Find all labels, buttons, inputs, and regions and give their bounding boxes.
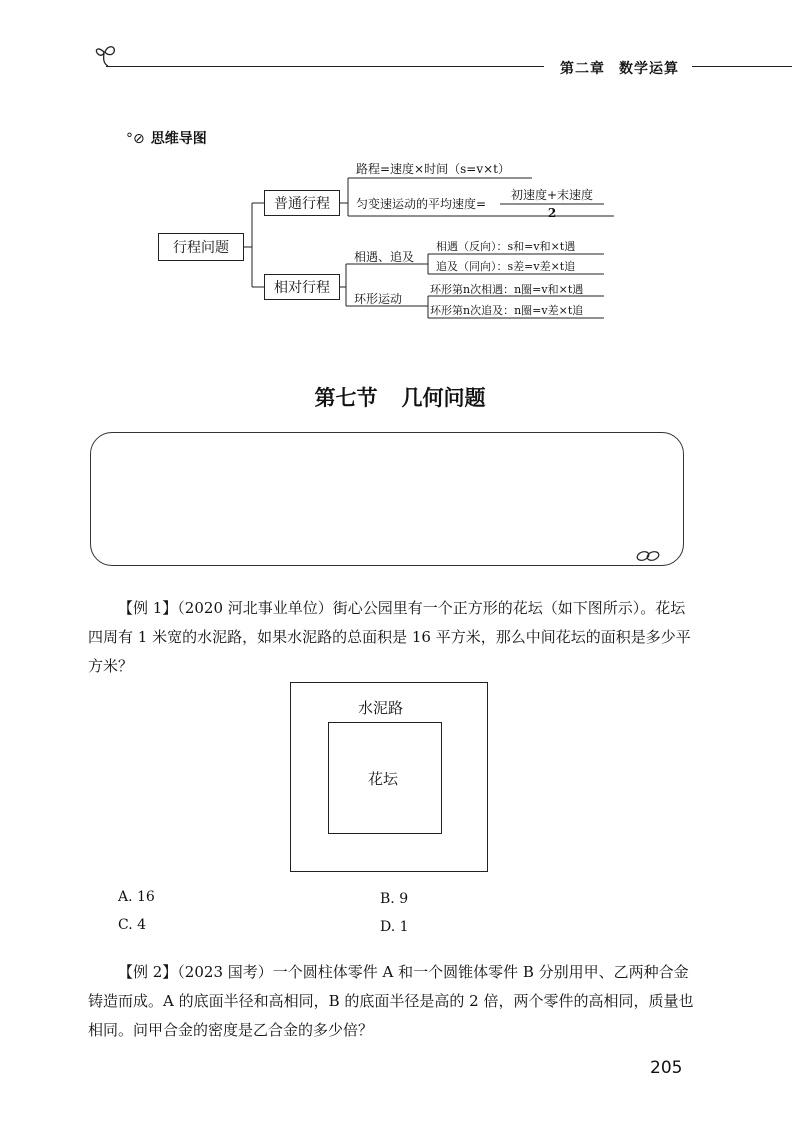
page-number: 205 (650, 1058, 683, 1078)
mindmap-branch-relative-label: 相对行程 (274, 280, 330, 296)
formula-ring-chase: 环形第n次追及：n圈=v差×t追 (430, 304, 584, 317)
section-label: 第七节 (314, 386, 378, 410)
example2-text: 【例 2】（2023 国考）一个圆柱体零件 A 和一个圆锥体零件 B 分别用甲、乙两种合金铸造而成。A 的底面半径和高相同，B 的底面半径是高的 2 倍，两个零件的高相同，质量也相同。问甲合金的密度是乙合金的多少倍？ (88, 963, 694, 1039)
sub-ring: 环形运动 (354, 292, 403, 306)
option-b: B. 9 (380, 891, 409, 907)
formula-numerator: 初速度+末速度 (510, 188, 594, 202)
sprout-icon-small (636, 548, 660, 567)
example1-text: 【例 1】（2020 河北事业单位）街心公园里有一个正方形的花坛（如下图所示）。花坛四周有 1 米宽的水泥路，如果水泥路的总面积是 16 平方米，那么中间花坛的面积是多少平方米？ (88, 599, 691, 675)
outer-label: 水泥路 (358, 699, 404, 717)
formula-ring-meet: 环形第n次相遇：n圈=v和×t遇 (430, 283, 584, 296)
formula-average-speed: 匀变速运动的平均速度= (356, 197, 487, 211)
mindmap-branch-relative (264, 274, 340, 300)
formula-denominator: 2 (547, 206, 557, 220)
section-name: 几何问题 (401, 386, 486, 410)
header-chapter-title: 数学运算 (619, 61, 679, 77)
formula-meet: 相遇（反向）：s和=v和×t遇 (436, 240, 576, 253)
mindmap-root (158, 233, 244, 261)
option-d: D. 1 (380, 919, 409, 935)
mindmap-heading-text: 思维导图 (150, 131, 207, 147)
sub-meet-chase: 相遇、追及 (354, 250, 415, 264)
mindmap-root-label: 行程问题 (173, 240, 229, 256)
notes-box (90, 432, 684, 566)
option-a: A. 16 (118, 889, 155, 905)
formula-distance: 路程=速度×时间（s=v×t） (356, 162, 510, 176)
formula-chase: 追及（同向）：s差=v差×t追 (436, 260, 576, 273)
section-title (0, 382, 800, 412)
option-c: C. 4 (118, 917, 147, 933)
mindmap-branch-normal (264, 190, 340, 216)
pencil-icon: °⊘ (126, 131, 145, 147)
mindmap-branch-normal-label: 普通行程 (274, 196, 330, 212)
inner-label: 花坛 (368, 770, 399, 788)
header-chapter: 第二章 (560, 61, 605, 77)
